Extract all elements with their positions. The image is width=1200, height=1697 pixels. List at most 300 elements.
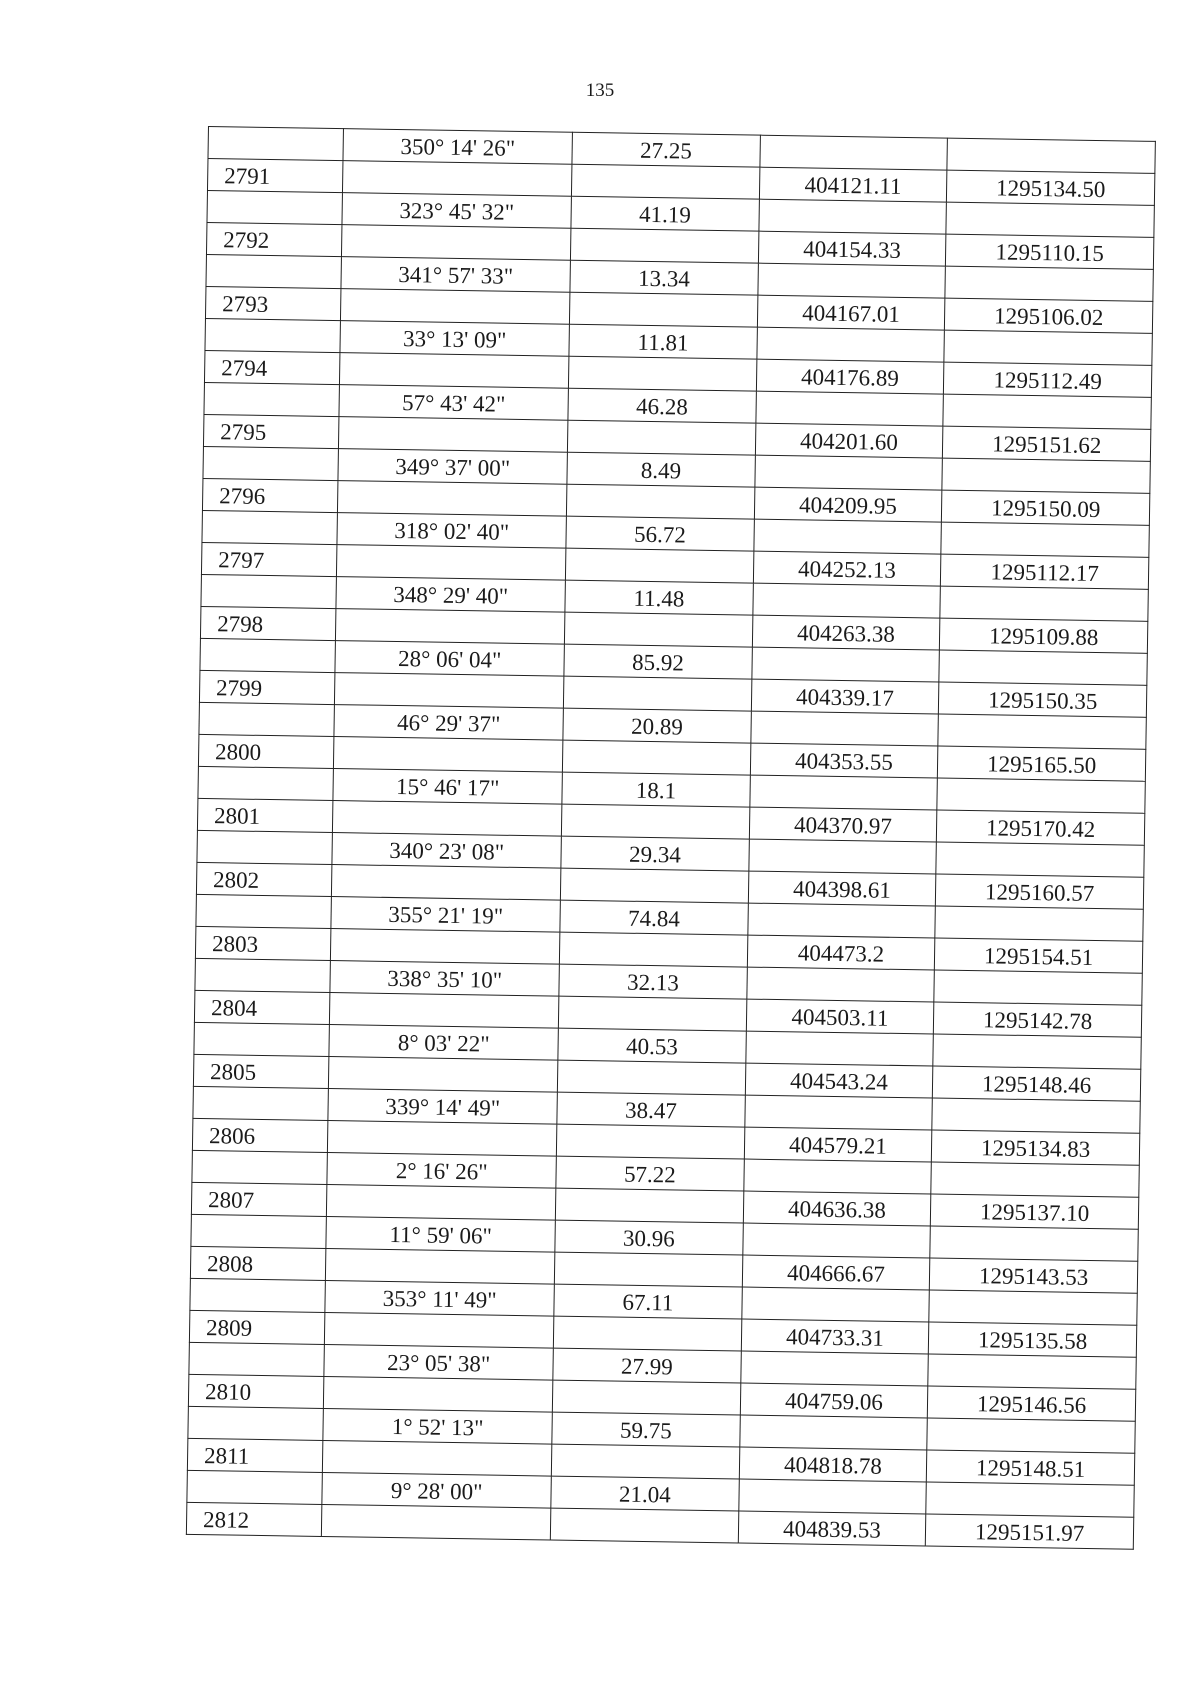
station-cell xyxy=(190,1278,326,1312)
bearing-cell-text: 8° 03' 22" xyxy=(397,1030,490,1057)
station-cell-text: 2803 xyxy=(211,931,259,957)
bearing-cell-text: 9° 28' 00" xyxy=(390,1478,483,1505)
station-cell xyxy=(207,190,343,224)
distance-cell xyxy=(551,1476,739,1511)
northing-cell-text: 404733.31 xyxy=(785,1324,885,1351)
northing-cell xyxy=(759,199,947,234)
northing-cell xyxy=(759,167,947,202)
easting-cell xyxy=(940,586,1148,621)
distance-cell-text: 67.11 xyxy=(622,1289,674,1316)
bearing-cell xyxy=(337,513,566,549)
northing-cell xyxy=(758,231,946,266)
bearing-cell xyxy=(342,193,571,229)
station-cell xyxy=(191,1214,327,1248)
distance-cell xyxy=(557,1092,745,1127)
station-cell-text: 2807 xyxy=(207,1187,255,1213)
northing-cell-text: 404398.61 xyxy=(792,876,892,903)
northing-cell xyxy=(752,647,940,682)
northing-cell-text: 404121.11 xyxy=(804,172,902,199)
easting-cell-text: 1295150.09 xyxy=(990,495,1101,523)
station-cell xyxy=(206,222,342,256)
easting-cell xyxy=(935,906,1143,941)
northing-cell xyxy=(750,775,938,810)
distance-cell xyxy=(571,196,759,231)
distance-cell xyxy=(551,1444,739,1479)
northing-cell-text: 404473.2 xyxy=(797,940,885,967)
northing-cell xyxy=(751,711,939,746)
distance-cell-text: 29.34 xyxy=(628,841,682,868)
station-cell xyxy=(203,446,339,480)
station-cell-text: 2791 xyxy=(224,163,271,189)
bearing-cell-text: 350° 14' 26" xyxy=(400,134,516,161)
distance-cell xyxy=(555,1220,743,1255)
station-cell xyxy=(204,350,340,384)
distance-cell-text: 11.81 xyxy=(637,329,689,356)
station-cell-text: 2797 xyxy=(217,547,265,573)
northing-cell-text: 404154.33 xyxy=(802,236,902,263)
easting-cell xyxy=(945,266,1153,301)
survey-coordinates-table xyxy=(186,126,1156,1550)
station-cell-text: 2794 xyxy=(221,355,268,381)
distance-cell-text: 32.13 xyxy=(626,969,680,996)
distance-cell xyxy=(560,900,748,935)
northing-cell xyxy=(740,1351,928,1386)
distance-cell xyxy=(563,676,751,711)
northing-cell xyxy=(756,391,944,426)
station-cell xyxy=(207,159,343,193)
northing-cell-text: 404252.13 xyxy=(797,556,897,583)
bearing-cell xyxy=(333,801,562,837)
bearing-cell xyxy=(326,1248,555,1284)
station-cell xyxy=(196,862,332,896)
bearing-cell xyxy=(332,833,561,869)
northing-cell xyxy=(753,551,941,586)
bearing-cell xyxy=(343,129,572,165)
bearing-cell xyxy=(329,1057,558,1093)
distance-cell-text: 30.96 xyxy=(622,1225,675,1252)
bearing-cell xyxy=(343,161,572,197)
distance-cell-text: 59.75 xyxy=(619,1417,672,1444)
easting-cell xyxy=(935,938,1143,973)
station-cell xyxy=(194,1022,330,1056)
bearing-cell xyxy=(335,641,564,677)
northing-cell xyxy=(753,583,941,618)
easting-cell xyxy=(939,682,1147,717)
distance-cell xyxy=(570,260,758,295)
station-cell xyxy=(197,798,333,832)
easting-cell xyxy=(945,298,1153,333)
northing-cell xyxy=(742,1223,930,1258)
distance-cell-text: 21.04 xyxy=(618,1481,671,1508)
northing-cell-text: 404503.11 xyxy=(791,1004,889,1031)
distance-cell-text: 20.89 xyxy=(630,713,684,740)
distance-cell xyxy=(568,388,756,423)
station-cell-text: 2804 xyxy=(210,995,258,1021)
easting-cell xyxy=(927,1418,1135,1453)
station-cell xyxy=(187,1438,323,1472)
distance-cell xyxy=(564,644,752,679)
distance-cell xyxy=(572,164,760,199)
bearing-cell xyxy=(336,577,565,613)
station-cell xyxy=(208,127,344,161)
bearing-cell-text: 349° 37' 00" xyxy=(395,453,511,481)
easting-cell xyxy=(928,1386,1136,1421)
bearing-cell xyxy=(330,961,559,997)
station-cell-text: 2798 xyxy=(216,611,264,637)
easting-cell xyxy=(931,1162,1139,1197)
station-cell xyxy=(200,606,336,640)
northing-cell-text: 404759.06 xyxy=(784,1388,884,1415)
northing-cell-text: 404339.17 xyxy=(795,684,895,711)
northing-cell xyxy=(757,327,945,362)
easting-cell xyxy=(926,1482,1134,1517)
northing-cell xyxy=(745,1031,933,1066)
bearing-cell-text: 33° 13' 09" xyxy=(402,326,507,353)
easting-cell xyxy=(929,1290,1137,1325)
station-cell-text: 2805 xyxy=(209,1059,257,1085)
northing-cell-text: 404353.55 xyxy=(794,748,894,775)
northing-cell xyxy=(754,487,942,522)
distance-cell xyxy=(554,1284,742,1319)
easting-cell xyxy=(947,170,1155,205)
easting-cell xyxy=(932,1098,1140,1133)
northing-cell xyxy=(755,455,943,490)
northing-cell xyxy=(750,743,938,778)
northing-cell xyxy=(748,871,936,906)
easting-cell xyxy=(937,778,1145,813)
station-cell xyxy=(202,478,338,512)
northing-cell xyxy=(738,1479,926,1514)
distance-cell xyxy=(565,548,753,583)
bearing-cell xyxy=(341,289,570,325)
easting-cell xyxy=(938,714,1146,749)
northing-cell xyxy=(751,679,939,714)
station-cell xyxy=(205,318,341,352)
northing-cell xyxy=(741,1287,929,1322)
distance-cell xyxy=(572,132,760,167)
northing-cell xyxy=(745,1063,933,1098)
northing-cell xyxy=(758,263,946,298)
distance-cell-text: 74.84 xyxy=(627,905,681,932)
bearing-cell-text: 57° 43' 42" xyxy=(401,390,506,417)
northing-cell xyxy=(747,903,935,938)
distance-cell xyxy=(554,1252,742,1287)
distance-cell xyxy=(559,932,747,967)
easting-cell xyxy=(928,1354,1136,1389)
station-cell xyxy=(199,670,335,704)
easting-cell-text: 1295160.57 xyxy=(984,879,1095,907)
station-cell-text: 2811 xyxy=(203,1443,250,1469)
bearing-cell xyxy=(323,1440,552,1476)
station-cell-text: 2801 xyxy=(213,803,261,829)
bearing-cell-text: 353° 11' 49" xyxy=(382,1285,497,1313)
distance-cell xyxy=(558,1028,746,1063)
distance-cell xyxy=(570,228,758,263)
northing-cell-text: 404209.95 xyxy=(798,492,898,519)
easting-cell-text: 1295137.10 xyxy=(979,1199,1090,1226)
bearing-cell-text: 341° 57' 33" xyxy=(398,262,514,289)
easting-cell xyxy=(944,362,1152,397)
station-cell xyxy=(193,1086,329,1120)
distance-cell xyxy=(562,772,750,807)
easting-cell xyxy=(929,1322,1137,1357)
easting-cell xyxy=(933,1066,1141,1101)
distance-cell-text: 56.72 xyxy=(633,521,687,548)
distance-cell xyxy=(561,804,749,839)
station-cell xyxy=(191,1182,327,1216)
northing-cell xyxy=(739,1415,927,1450)
northing-cell-text: 404201.60 xyxy=(799,428,899,455)
distance-cell xyxy=(555,1188,743,1223)
station-cell xyxy=(202,510,338,544)
easting-cell xyxy=(941,554,1149,589)
bearing-cell-text: 323° 45' 32" xyxy=(399,198,515,225)
bearing-cell xyxy=(328,1089,557,1125)
northing-cell xyxy=(744,1127,932,1162)
distance-cell xyxy=(564,612,752,647)
easting-cell xyxy=(940,618,1148,653)
easting-cell-text: 1295150.35 xyxy=(987,687,1098,715)
distance-cell xyxy=(552,1412,740,1447)
distance-cell-text: 8.49 xyxy=(640,457,682,484)
northing-cell xyxy=(742,1255,930,1290)
distance-cell-text: 57.22 xyxy=(623,1161,676,1188)
station-cell-text: 2793 xyxy=(222,291,269,317)
bearing-cell-text: 338° 35' 10" xyxy=(387,965,503,993)
bearing-cell xyxy=(334,705,563,741)
bearing-cell xyxy=(338,449,567,485)
distance-cell-text: 46.28 xyxy=(635,393,689,420)
distance-cell xyxy=(561,836,749,871)
easting-cell-text: 1295134.83 xyxy=(980,1135,1091,1162)
easting-cell-text: 1295143.53 xyxy=(978,1263,1089,1290)
station-cell xyxy=(205,286,341,320)
distance-cell xyxy=(556,1124,744,1159)
distance-cell-text: 13.34 xyxy=(637,265,691,292)
easting-cell-text: 1295151.97 xyxy=(974,1519,1085,1546)
distance-cell-text: 85.92 xyxy=(631,649,685,676)
northing-cell xyxy=(756,359,944,394)
northing-cell xyxy=(760,135,948,170)
distance-cell xyxy=(553,1316,741,1351)
station-cell xyxy=(188,1406,324,1440)
station-cell xyxy=(200,638,336,672)
distance-cell xyxy=(569,324,757,359)
station-cell xyxy=(201,542,337,576)
distance-cell xyxy=(567,452,755,487)
station-cell xyxy=(194,990,330,1024)
bearing-cell-text xyxy=(322,1533,550,1540)
distance-cell-text: 18.1 xyxy=(635,777,677,804)
bearing-cell xyxy=(333,769,562,805)
distance-cell-text: 38.47 xyxy=(624,1097,678,1124)
distance-cell xyxy=(565,580,753,615)
bearing-cell xyxy=(334,737,563,773)
northing-cell xyxy=(744,1095,932,1130)
distance-cell-text: 11.48 xyxy=(633,585,685,612)
bearing-cell xyxy=(340,353,569,389)
station-cell-text: 2810 xyxy=(204,1379,252,1405)
northing-cell-text: 404579.21 xyxy=(788,1132,888,1159)
distance-cell-text: 27.99 xyxy=(620,1353,673,1380)
easting-cell xyxy=(931,1194,1139,1229)
bearing-cell-text: 15° 46' 17" xyxy=(395,774,500,801)
easting-cell-text: 1295110.15 xyxy=(995,239,1105,267)
distance-cell-text: 41.19 xyxy=(638,201,692,228)
bearing-cell xyxy=(342,225,571,261)
bearing-cell xyxy=(322,1472,551,1508)
bearing-cell xyxy=(327,1153,556,1189)
bearing-cell xyxy=(339,385,568,421)
station-cell xyxy=(189,1310,325,1344)
station-cell xyxy=(193,1054,329,1088)
easting-cell-text: 1295142.78 xyxy=(982,1007,1093,1034)
northing-cell-text: 404543.24 xyxy=(789,1068,889,1095)
station-cell-text: 2795 xyxy=(220,419,267,445)
easting-cell xyxy=(937,810,1145,845)
bearing-cell xyxy=(332,865,561,901)
bearing-cell xyxy=(339,417,568,453)
easting-cell xyxy=(942,458,1150,493)
station-cell xyxy=(190,1246,326,1280)
distance-cell xyxy=(557,1060,745,1095)
bearing-cell-text: 318° 02' 40" xyxy=(394,517,510,545)
bearing-cell-text: 46° 29' 37" xyxy=(396,710,501,737)
easting-cell xyxy=(943,394,1151,429)
bearing-cell-text: 1° 52' 13" xyxy=(391,1414,484,1441)
bearing-cell xyxy=(335,673,564,709)
easting-cell-text: 1295134.50 xyxy=(995,175,1106,203)
bearing-cell-text: 23° 05' 38" xyxy=(386,1349,491,1377)
northing-cell-text: 404370.97 xyxy=(793,812,893,839)
bearing-cell-text: 11° 59' 06" xyxy=(389,1221,493,1249)
station-cell xyxy=(201,574,337,608)
station-cell xyxy=(198,766,334,800)
easting-cell-text: 1295151.62 xyxy=(991,431,1102,459)
northing-cell xyxy=(755,423,943,458)
bearing-cell-text: 340° 23' 08" xyxy=(389,837,505,865)
station-cell-text: 2806 xyxy=(208,1123,256,1149)
table-body xyxy=(186,127,1155,1550)
easting-cell xyxy=(934,1002,1142,1037)
bearing-cell-text: 339° 14' 49" xyxy=(385,1093,501,1121)
station-cell xyxy=(198,734,334,768)
bearing-cell-text: 355° 21' 19" xyxy=(388,901,504,929)
bearing-cell-text: 28° 06' 04" xyxy=(397,646,502,673)
station-cell xyxy=(196,894,332,928)
easting-cell xyxy=(930,1226,1138,1261)
northing-cell-text: 404666.67 xyxy=(786,1260,886,1287)
station-cell-text: 2799 xyxy=(215,675,263,701)
easting-cell-text: 1295112.17 xyxy=(990,559,1100,587)
easting-cell xyxy=(946,202,1154,237)
northing-cell xyxy=(743,1159,931,1194)
northing-cell xyxy=(749,839,937,874)
distance-cell xyxy=(550,1508,738,1543)
northing-cell-text: 404167.01 xyxy=(801,300,901,327)
distance-cell xyxy=(566,484,754,519)
easting-cell-text: 1295109.88 xyxy=(988,623,1099,651)
easting-cell xyxy=(932,1130,1140,1165)
distance-cell xyxy=(553,1348,741,1383)
northing-cell xyxy=(739,1447,927,1482)
distance-cell xyxy=(558,996,746,1031)
northing-cell xyxy=(746,999,934,1034)
distance-cell-text xyxy=(551,1537,738,1543)
distance-cell xyxy=(566,516,754,551)
northing-cell-text: 404176.89 xyxy=(800,364,900,391)
station-cell xyxy=(195,958,331,992)
easting-cell xyxy=(939,650,1147,685)
bearing-cell xyxy=(340,321,569,357)
bearing-cell xyxy=(341,257,570,293)
bearing-cell xyxy=(331,929,560,965)
easting-cell-text: 1295112.49 xyxy=(993,367,1103,395)
easting-cell-text: 1295135.58 xyxy=(977,1327,1088,1354)
northing-cell xyxy=(757,295,945,330)
distance-cell xyxy=(552,1380,740,1415)
northing-cell-text: 404636.38 xyxy=(787,1196,887,1223)
easting-cell xyxy=(944,330,1152,365)
distance-cell-text: 27.25 xyxy=(639,137,693,164)
easting-cell-text: 1295165.50 xyxy=(986,751,1097,779)
station-cell xyxy=(187,1470,323,1504)
northing-cell xyxy=(746,967,934,1002)
distance-cell xyxy=(559,964,747,999)
easting-cell-text: 1295106.02 xyxy=(993,303,1104,331)
station-cell xyxy=(203,414,339,448)
easting-cell xyxy=(926,1514,1134,1549)
northing-cell xyxy=(752,615,940,650)
station-cell-text: 2796 xyxy=(218,483,266,509)
distance-cell xyxy=(567,420,755,455)
easting-cell xyxy=(927,1450,1135,1485)
station-cell-text: 2802 xyxy=(212,867,260,893)
station-cell xyxy=(186,1502,322,1536)
station-cell-text: 2800 xyxy=(214,739,262,765)
page-number: 135 xyxy=(585,80,615,101)
bearing-cell xyxy=(328,1121,557,1157)
northing-cell xyxy=(754,519,942,554)
station-cell xyxy=(192,1118,328,1152)
station-cell xyxy=(192,1150,328,1184)
northing-cell xyxy=(749,807,937,842)
easting-cell-text: 1295148.46 xyxy=(981,1071,1092,1098)
station-cell xyxy=(197,830,333,864)
station-cell-text: 2812 xyxy=(202,1507,250,1533)
northing-cell xyxy=(741,1319,929,1354)
bearing-cell xyxy=(337,545,566,581)
easting-cell xyxy=(941,522,1149,557)
northing-cell xyxy=(743,1191,931,1226)
distance-cell xyxy=(560,868,748,903)
station-cell xyxy=(189,1342,325,1376)
easting-cell xyxy=(933,1034,1141,1069)
bearing-cell-text: 2° 16' 26" xyxy=(395,1158,488,1185)
station-cell-text: 2808 xyxy=(206,1251,254,1277)
easting-cell xyxy=(943,426,1151,461)
bearing-cell xyxy=(338,481,567,517)
distance-cell xyxy=(562,740,750,775)
northing-cell xyxy=(740,1383,928,1418)
bearing-cell xyxy=(327,1185,556,1221)
bearing-cell xyxy=(324,1344,553,1380)
bearing-cell xyxy=(325,1280,554,1316)
station-cell xyxy=(199,702,335,736)
station-cell xyxy=(204,382,340,416)
bearing-cell xyxy=(329,1025,558,1061)
distance-cell-text: 40.53 xyxy=(625,1033,679,1060)
